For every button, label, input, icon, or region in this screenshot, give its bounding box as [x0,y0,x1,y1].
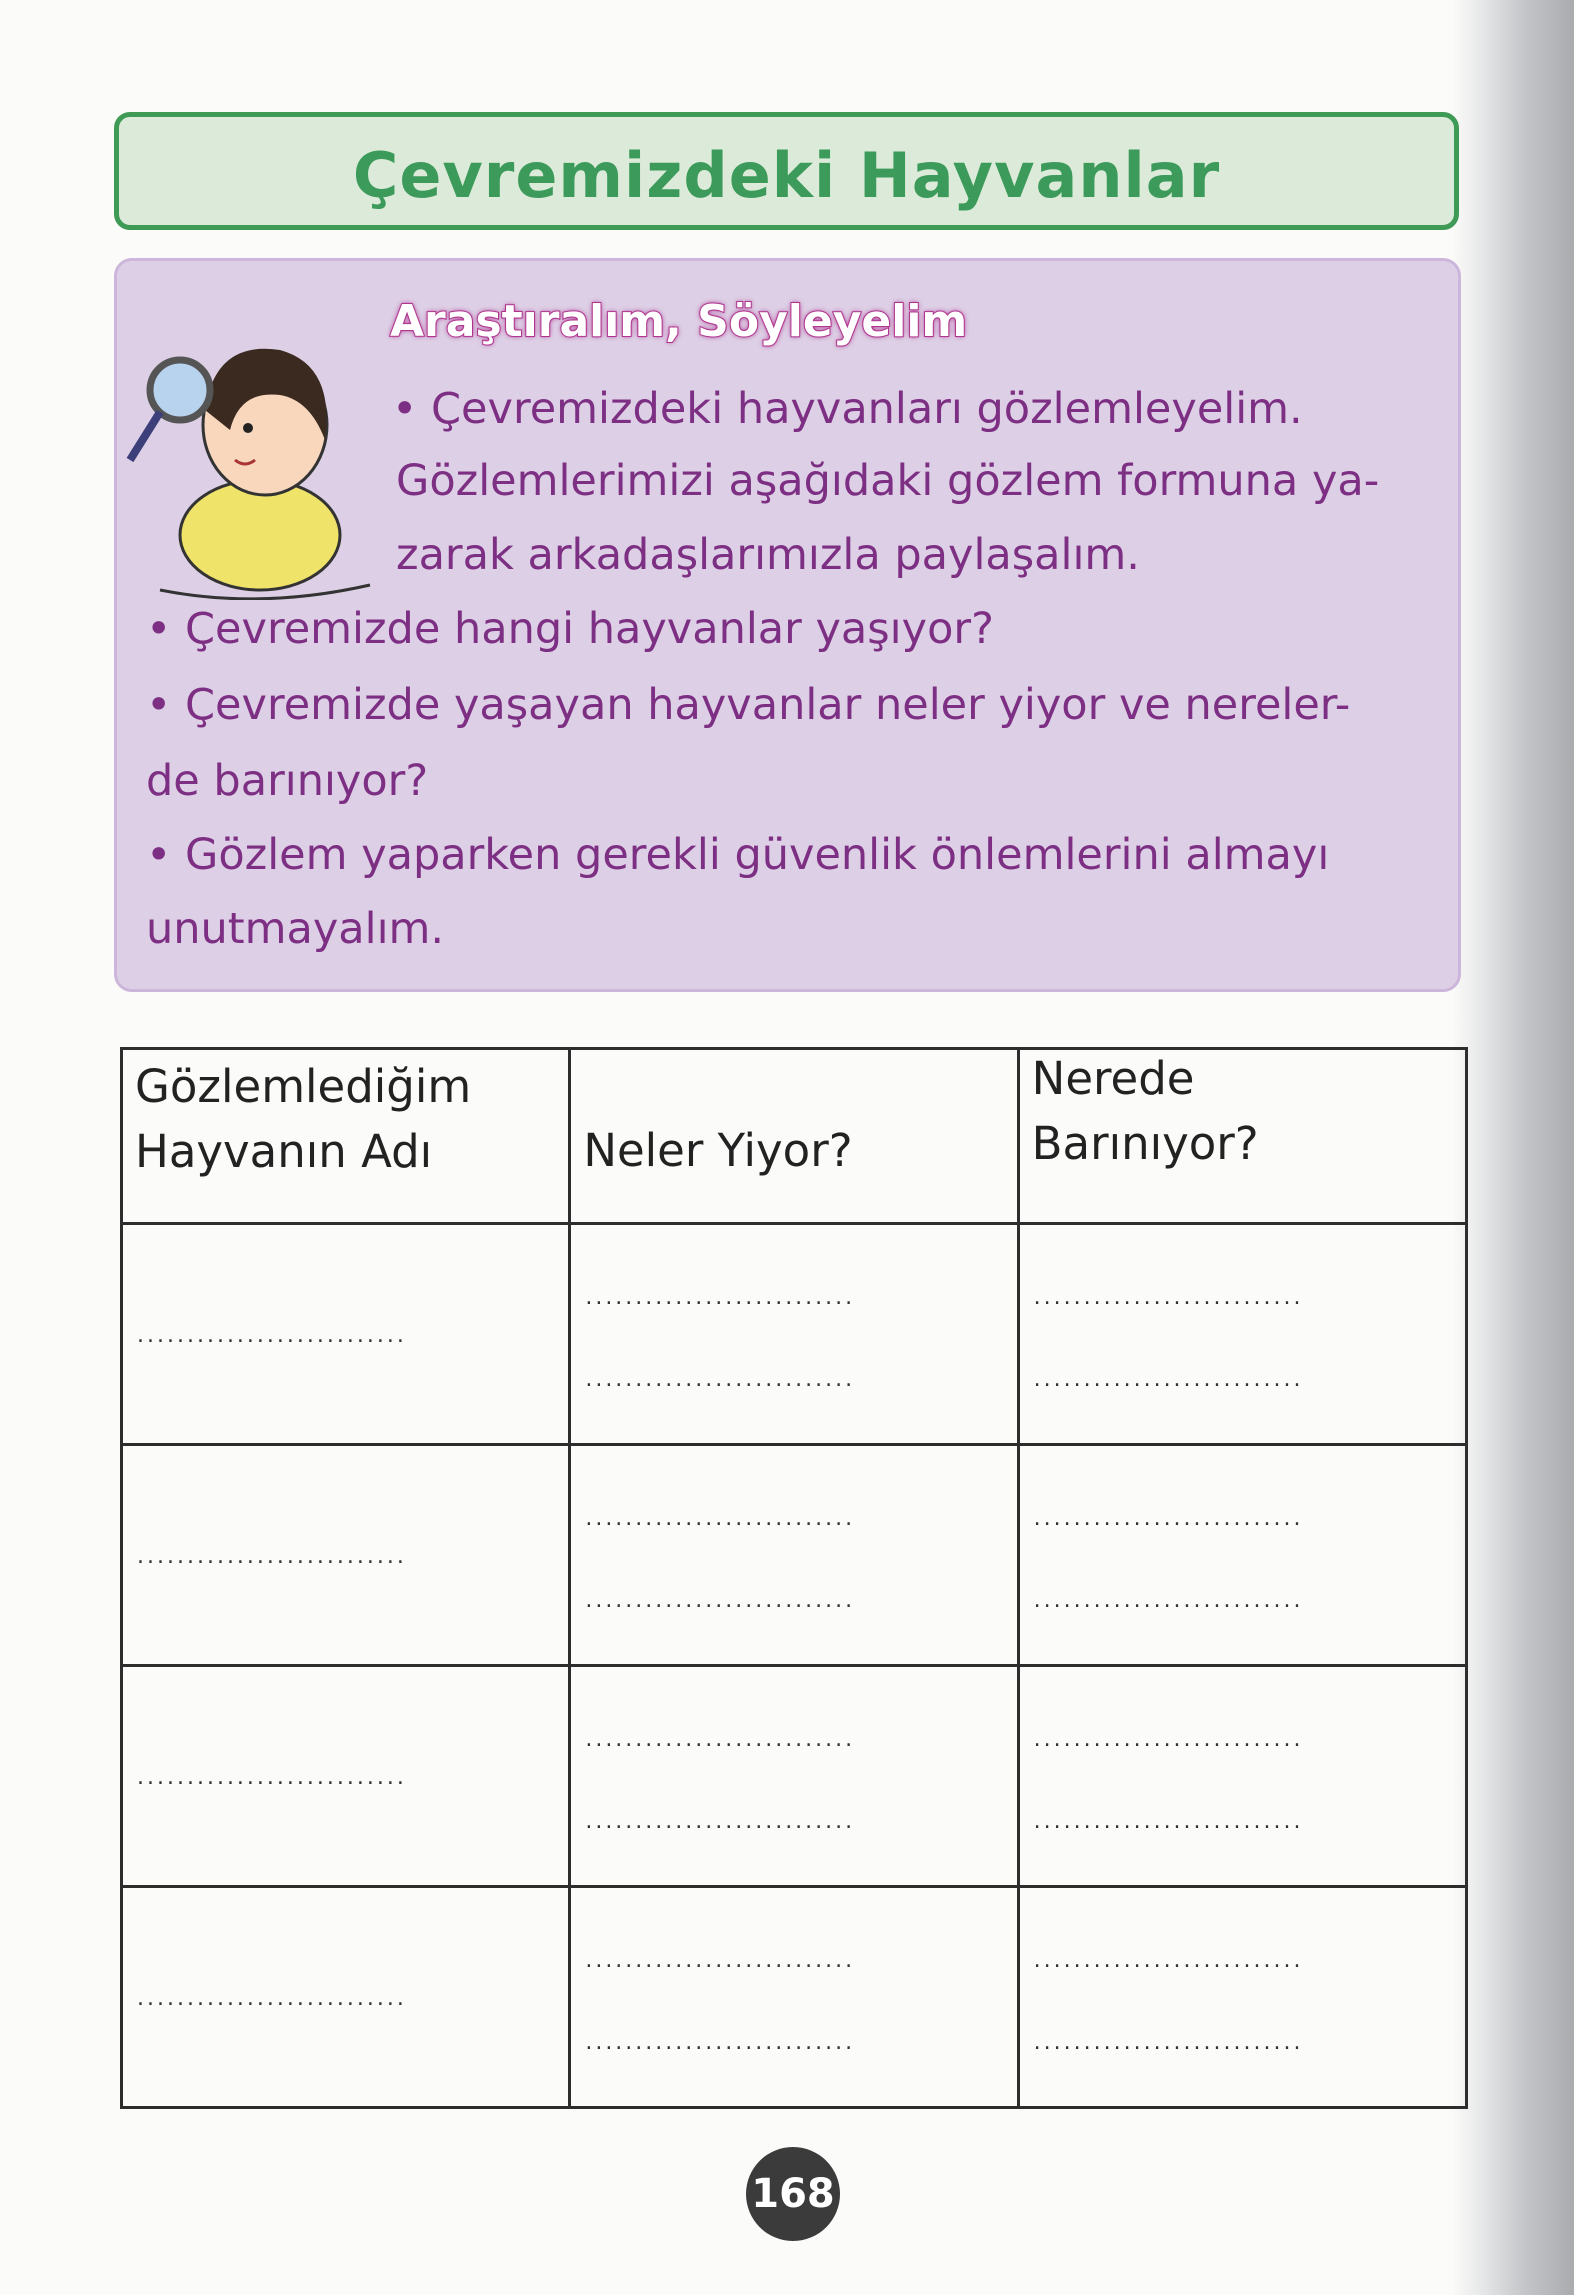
instruction-line: zarak arkadaşlarımızla paylaşalım. [396,530,1140,580]
shelter-cell[interactable] [1018,1445,1466,1666]
table-row [122,1666,1467,1887]
title-box [114,112,1459,230]
shelter-cell[interactable] [1018,1887,1466,2108]
animal-name-cell[interactable] [122,1445,570,1666]
instruction-line: • Çevremizde hangi hayvanlar yaşıyor? [146,604,994,654]
header-animal-name [122,1049,570,1224]
table-row [122,1224,1467,1445]
table-row [122,1887,1467,2108]
header-text [583,1060,1004,1112]
blank-line[interactable]: ........................... [1033,1809,1304,1834]
header-text: Barınıyor? [1031,1117,1259,1170]
blank-line[interactable]: ........................... [1033,2030,1304,2055]
food-cell[interactable] [570,1887,1018,2108]
blank-line[interactable]: ........................... [1033,1506,1304,1531]
instruction-line: Gözlemlerimizi aşağıdaki gözlem formuna ya- [396,456,1380,506]
blank-line[interactable]: ........................... [585,1506,856,1531]
observation-form-table [120,1047,1468,2109]
blank-line[interactable]: ........................... [1033,1588,1304,1613]
food-cell[interactable] [570,1666,1018,1887]
instruction-line: unutmayalım. [146,904,445,954]
food-cell[interactable] [570,1224,1018,1445]
table-row [122,1445,1467,1666]
blank-line[interactable]: ........................... [1033,1727,1304,1752]
blank-line[interactable]: ........................... [585,1948,856,1973]
blank-line[interactable]: ........................... [137,1544,407,1569]
header-text: Gözlemlediğim [135,1060,472,1113]
page-title: Çevremizdeki Hayvanlar [352,139,1221,212]
food-cell[interactable] [570,1445,1018,1666]
shelter-cell[interactable] [1018,1666,1466,1887]
blank-line[interactable]: ........................... [585,1285,856,1310]
instruction-line: • Gözlem yaparken gerekli güvenlik önlemlerini almayı [146,830,1330,880]
blank-line[interactable]: ........................... [137,1986,407,2011]
animal-name-cell[interactable] [122,1887,570,2108]
blank-line[interactable]: ........................... [1033,1367,1304,1392]
activity-heading: Araştıralım, Söyleyelim [390,296,968,347]
animal-name-cell[interactable] [122,1666,570,1887]
header-text: Nerede [1031,1052,1195,1105]
instruction-line: • Çevremizdeki hayvanları gözlemleyelim. [392,384,1303,434]
header-text: Hayvanın Adı [135,1125,433,1178]
blank-line[interactable]: ........................... [137,1765,407,1790]
header-text: Neler Yiyor? [583,1124,853,1177]
blank-line[interactable]: ........................... [585,1588,856,1613]
blank-line[interactable]: ........................... [585,1367,856,1392]
instruction-line: • Çevremizde yaşayan hayvanlar neler yiyor ve nereler- [146,680,1351,730]
header-where-shelters [1018,1049,1466,1224]
animal-name-cell[interactable] [122,1224,570,1445]
blank-line[interactable]: ........................... [585,2030,856,2055]
shelter-cell[interactable] [1018,1224,1466,1445]
blank-line[interactable]: ........................... [585,1809,856,1834]
blank-line[interactable]: ........................... [585,1727,856,1752]
blank-line[interactable]: ........................... [1033,1285,1304,1310]
header-what-eats [570,1049,1018,1224]
blank-line[interactable]: ........................... [137,1323,407,1348]
page-edge-shadow [1452,0,1574,2295]
child-with-magnifier-illustration [120,310,400,600]
page-number: 168 [746,2147,840,2241]
instruction-line: de barınıyor? [146,756,429,806]
blank-line[interactable]: ........................... [1033,1948,1304,1973]
